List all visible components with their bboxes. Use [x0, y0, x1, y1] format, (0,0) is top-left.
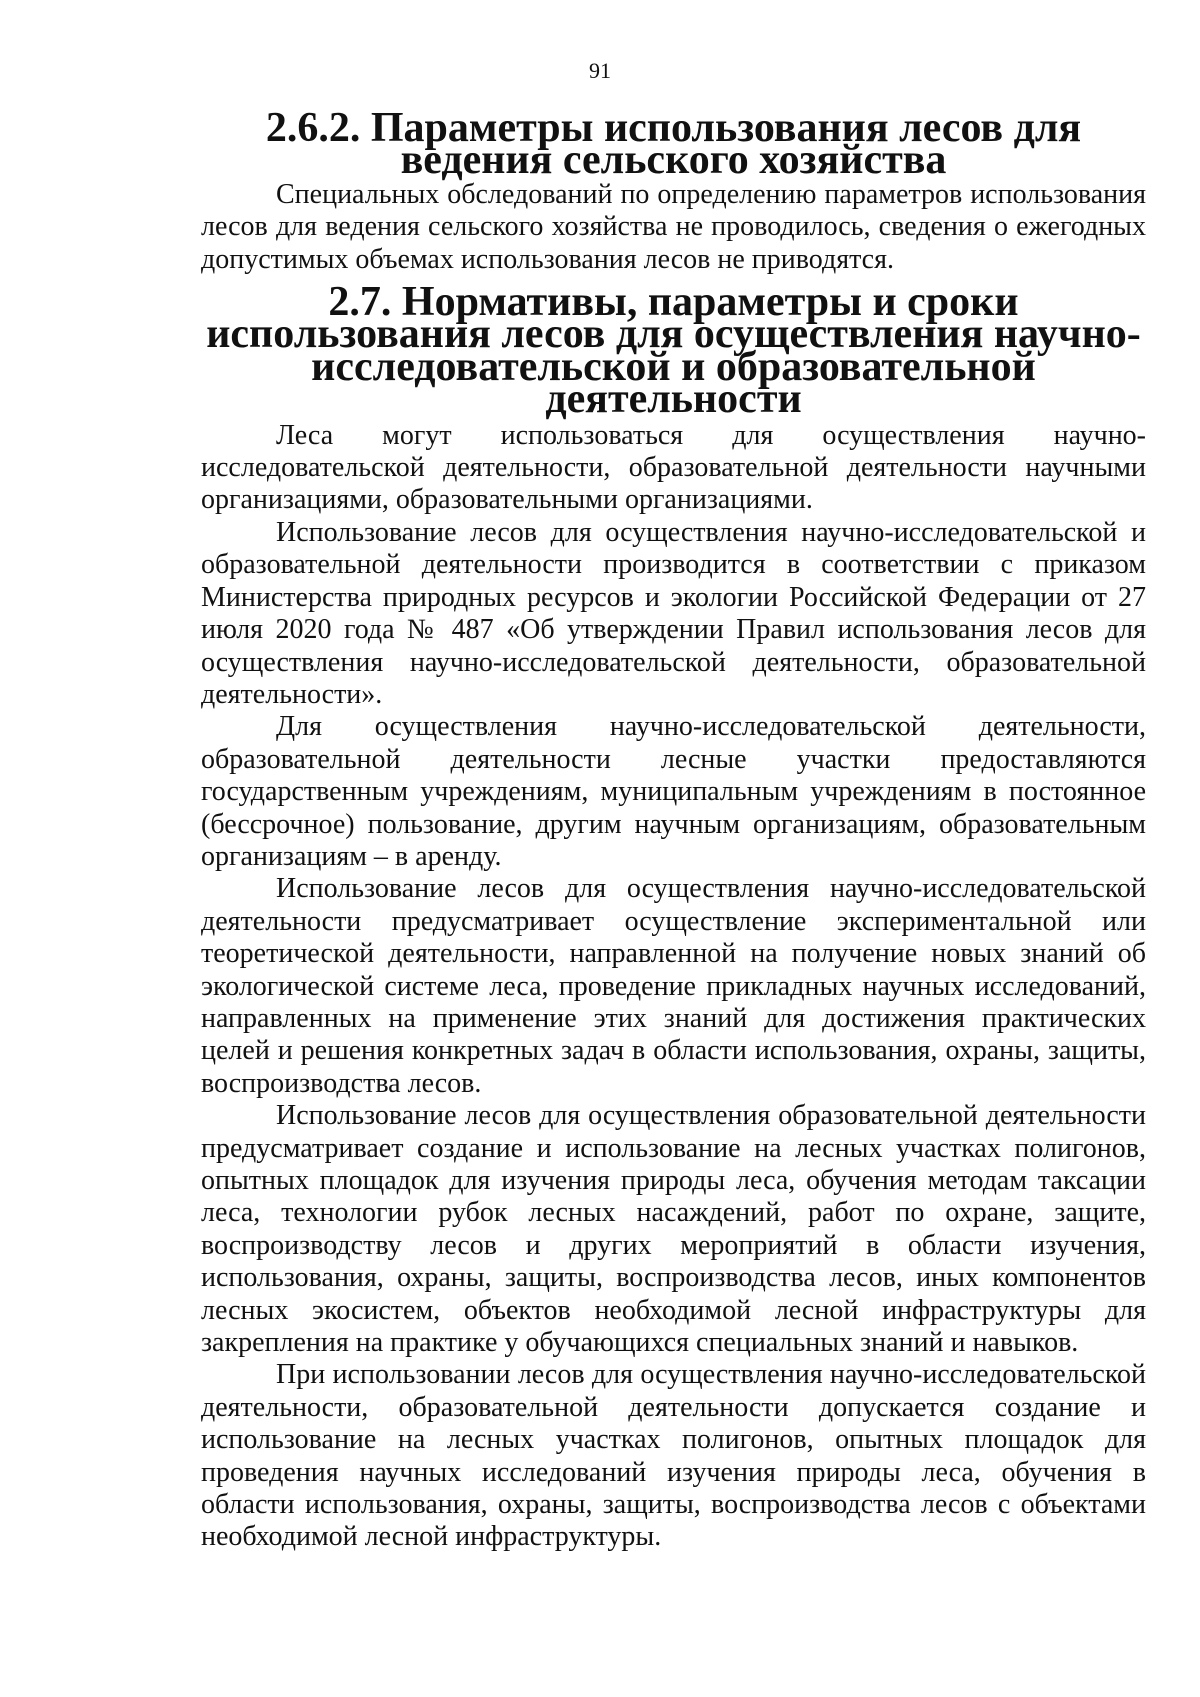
section-heading-2-6-2: 2.6.2. Параметры использования лесов для ведения сельского хозяйства: [265, 105, 1082, 184]
paragraph: При использовании лесов для осуществления научно-исследовательской деятельности, образовательной деятельности допускается создание и использование на лесных участках полигонов, опытных площадок для проведения научных исследований изучения природы леса, обучения в области использования, охраны, защиты, воспроизводства лесов с объектами необходимой лесной инфраструктуры.: [201, 1359, 1146, 1553]
section-heading-2-7: 2.7. Нормативы, параметры и сроки использования лесов для осуществления научно-исследовательской и образовательной деятельности: [206, 279, 1141, 423]
page-number: 91: [589, 58, 611, 83]
page-content: [201, 105, 1146, 1554]
paragraph: Специальных обследований по определению параметров использования лесов для ведения сельского хозяйства не проводилось, сведения о ежегодных допустимых объемах использования лесов не приводятся.: [201, 178, 1146, 275]
paragraph: Использование лесов для осуществления образовательной деятельности предусматривает создание и использование на лесных участках полигонов, опытных площадок для изучения природы леса, обучения методам таксации леса, технологии рубок лесных насаждений, работ по охране, защите, воспроизводству лесов и других мероприятий в области изучения, использования, охраны, защиты, воспроизводства лесов, иных компонентов лесных экосистем, объектов необходимой лесной инфраструктуры для закрепления на практике у обучающихся специальных знаний и навыков.: [201, 1100, 1146, 1359]
paragraph: Использование лесов для осуществления научно-исследовательской и образовательной деятельности производится в соответствии с приказом Министерства природных ресурсов и экологии Российской Федерации от 27 июля 2020 года № 487 «Об утверждении Правил использования лесов для осуществления научно-исследовательской деятельности, образовательной деятельности».: [201, 516, 1146, 710]
paragraph: Для осуществления научно-исследовательской деятельности, образовательной деятельности лесные участки предоставляются государственным учреждениям, муниципальным учреждениям в постоянное (бессрочное) пользование, другим научным организациям, образовательным организациям – в аренду.: [201, 711, 1146, 872]
paragraph: Леса могут использоваться для осуществления научно-исследовательской деятельности, образовательной деятельности научными организациями, образовательными организациями.: [201, 419, 1146, 516]
paragraph: Использование лесов для осуществления научно-исследовательской деятельности предусматривает осуществление экспериментальной или теоретической деятельности, направленной на получение новых знаний об экологической системе леса, проведение прикладных научных исследований, направленных на применение этих знаний для достижения практических целей и решения конкретных задач в области использования, охраны, защиты, воспроизводства лесов.: [201, 873, 1146, 1099]
